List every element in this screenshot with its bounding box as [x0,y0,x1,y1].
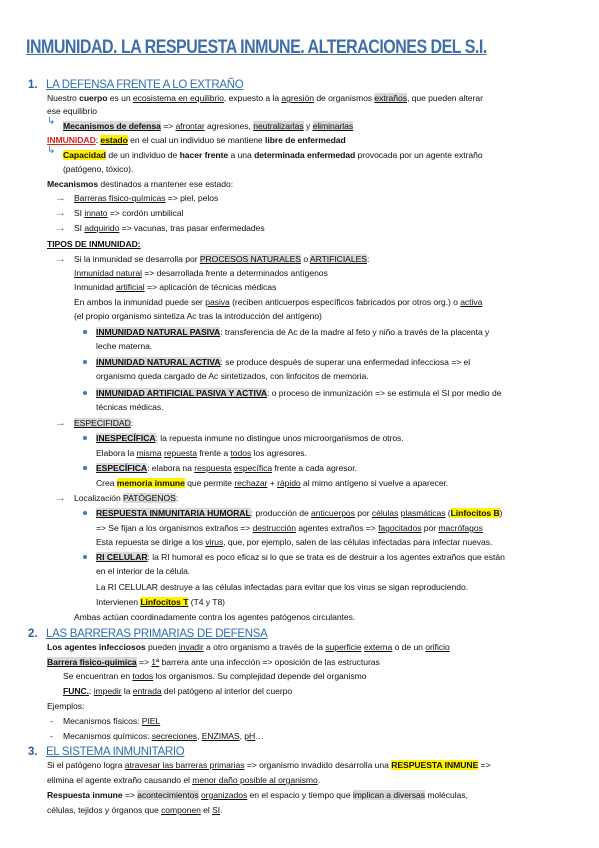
arrow-icon: → [55,192,66,204]
text-line: (patógeno, tóxico). [63,164,134,174]
text-line: SI innato => cordón umbilical [74,208,184,218]
text-line: Inmunidad artificial => aplicación de técnicas médicas [74,282,277,292]
text-line: Mecanismos de defensa => afrontar agresiones, neutralizarlas y eliminarlas [63,121,354,131]
text-line: SI adquirido => vacunas, tras pasar enfermedades [74,223,265,233]
text-line: Mecanismos químicos: secreciones, ENZIMAS, pH… [63,731,264,741]
text-line: Intervienen Linfocitos T (T4 y T8) [96,597,225,607]
section-number: 2. [28,628,38,640]
section-number: 1. [28,79,38,91]
corner-arrow-icon: ↳ [47,145,56,156]
text-line: ese equilibrio [47,106,97,116]
list-dash: - [50,716,53,726]
bullet-icon [83,360,87,364]
section-label: EL SISTEMA INMUNITARIO [46,746,185,758]
text-line: INMUNIDAD ARTIFICIAL PASIVA Y ACTIVA: o proceso de inmunización => se estimula el SI por medio de [96,388,502,398]
text-line: Esta repuesta se dirige a los virus, que, por ejemplo, salen de las células infectadas para infectar nuevas. [96,537,493,547]
text-line: Los agentes infecciosos pueden invadir a otro organismo a través de la superficie externa o de un orificio [47,642,450,652]
bullet-icon [83,555,87,559]
text-line: INESPECÍFICA: la repuesta inmune no distingue unos microorganismos de otros. [96,433,404,443]
text-line: Elabora la misma repuesta frente a todos los agresores. [96,448,307,458]
text-line: Si la inmunidad se desarrolla por PROCESOS NATURALES o ARTIFICIALES: [74,254,370,264]
text-line: Capacidad de un individuo de hacer frente a una determinada enfermedad provocada por un agente extraño [63,150,483,160]
text-line: Respuesta inmune => acontecimientos organizados en el espacio y tiempo que implican a diversas moléculas, [47,790,468,800]
text-line: elimina el agente extraño causando el menor daño posible al organismo. [47,775,321,785]
text-line: Mecanismos físicos: PIEL [63,716,161,726]
text-line: Ambas actúan coordinadamente contra los agentes patógenos circulantes. [74,612,356,622]
text-line: Ejemplos: [47,701,85,711]
section-heading-2 [28,624,267,642]
text-line: RI CELULAR: la RI humoral es poco eficaz si lo que se trata es de destruir a los agentes extraños que están [96,552,505,562]
text-line: INMUNIDAD: estado en el cual un individuo se mantiene libre de enfermedad [47,135,346,145]
text-line: INMUNIDAD NATURAL ACTIVA: se produce después de superar una enfermedad infecciosa => el [96,357,471,367]
text-line: INMUNIDAD NATURAL PASIVA: transferencia de Ac de la madre al feto y niño a través de la placenta y [96,327,490,337]
text-line: leche materna. [96,341,153,351]
text-line: Nuestro cuerpo es un ecosistema en equilibrio, expuesto a la agresión de organismos extraños, que pueden alterar [47,93,483,103]
text-line: RESPUESTA INMUNITARIA HUMORAL: producción de anticuerpos por células plasmáticas (Linfocitos B) [96,508,503,518]
section-number: 3. [28,746,38,758]
text-line: Localización PATÓGENOS: [74,493,179,503]
section-label: LAS BARRERAS PRIMARIAS DE DEFENSA [46,628,268,640]
subheading: TIPOS DE INMUNIDAD: [47,239,141,249]
text-line: Inmunidad natural => desarrollada frente a determinados antígenos [74,268,328,278]
text-line: células, tejidos y órganos que componen el SI. [47,805,223,815]
bullet-icon [83,511,87,515]
bullet-icon [83,330,87,334]
list-dash: - [50,731,53,741]
section-heading-3 [28,742,184,760]
arrow-icon: → [55,207,66,219]
arrow-icon: → [55,492,66,504]
text-line: FUNC.: impedir la entrada del patógeno al interior del cuerpo [63,686,293,696]
text-line: ESPECÍFICA: elabora na respuesta específica frente a cada agresor. [96,463,357,473]
text-line: Barrera físico-química => 1ª barrera ante una infección => oposición de las estructuras [47,657,380,667]
section-heading-1 [28,75,243,93]
arrow-icon: → [55,417,66,429]
bullet-icon [83,466,87,470]
text-line: Mecanismos destinados a mantener ese estado: [47,179,234,189]
bullet-icon [83,391,87,395]
arrow-icon: → [55,222,66,234]
text-line: En ambos la inmunidad puede ser pasiva (reciben anticuerpos específicos fabricados por otros org.) o activa [74,297,483,307]
text-line: => Se fijan a los organismos extraños => destrucción agentes extraños => fagocitados por macrófagos [96,523,483,533]
text-line: técnicas médicas. [96,402,164,412]
text-line: Crea memoria inmune que permite rechazar + rápido al mimo antígeno si vuelve a aparecer. [96,478,449,488]
section-label: LA DEFENSA FRENTE A LO EXTRAÑO [46,79,244,91]
text-line: en el interior de la célula. [96,566,191,576]
text-line: La RI CELULAR destruye a las células infectadas para evitar que los virus se sigan reproduciendo. [96,582,469,592]
corner-arrow-icon: ↳ [47,116,56,127]
text-line: Se encuentran en todos los organismos. Su complejidad depende del organismo [63,671,367,681]
text-line: Si el patógeno logra atravesar las barreras primarias => organismo invadido desarrolla una RESPUESTA INMUNE => [47,760,491,770]
text-line: (el propio organismo sintetiza Ac tras la introducción del antígeno) [74,311,322,321]
text-line: ESPECIFIDAD: [74,418,134,428]
arrow-icon: → [55,253,66,265]
text-line: organismo queda cargado de Ac sintetizados, con linfocitos de memoria. [96,371,369,381]
page-title: INMUNIDAD. LA RESPUESTA INMUNE. ALTERACIONES DEL S.I. [26,36,487,58]
text-line: Barreras físico-químicas => piel, pelos [74,193,219,203]
bullet-icon [83,436,87,440]
